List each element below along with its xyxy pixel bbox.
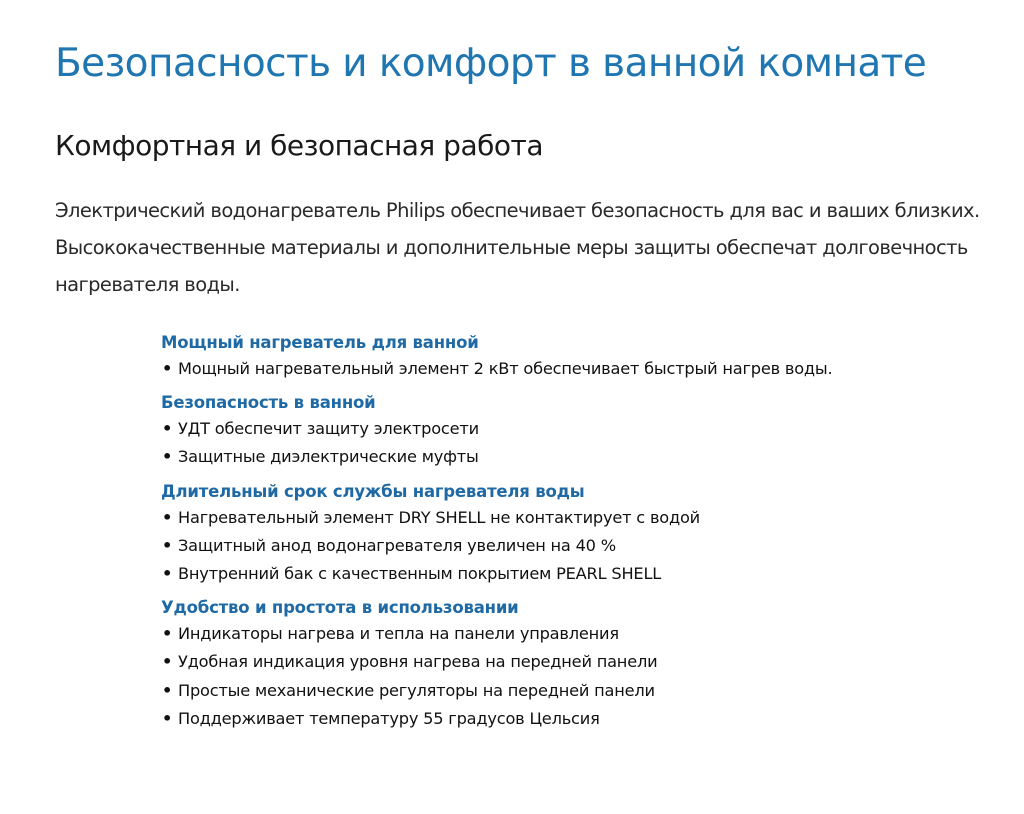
feature-item <box>161 504 981 532</box>
feature-item-text: Удобная индикация уровня нагрева на передней панели <box>178 652 658 672</box>
feature-group-title: Удобство и простота в использовании <box>161 598 519 618</box>
bullet-icon: • <box>162 535 173 555</box>
feature-item-text: Простые механические регуляторы на передней панели <box>178 680 655 700</box>
feature-item <box>161 532 981 560</box>
feature-group-convenience <box>161 595 981 733</box>
bullet-icon: • <box>162 652 173 672</box>
feature-item <box>161 620 981 648</box>
feature-item-text: Внутренний бак с качественным покрытием PEARL SHELL <box>178 564 662 584</box>
feature-group-title: Мощный нагреватель для ванной <box>161 333 479 352</box>
bullet-icon: • <box>162 564 173 584</box>
feature-item <box>161 648 981 676</box>
bullet-icon: • <box>162 507 173 527</box>
feature-item-text: Защитный анод водонагревателя увеличен на 40 % <box>178 535 616 555</box>
feature-group-title: Длительный срок службы нагревателя воды <box>161 481 585 501</box>
bullet-icon: • <box>162 708 173 728</box>
feature-item-text: Поддерживает температуру 55 градусов Цельсия <box>178 708 600 728</box>
feature-items <box>161 415 981 471</box>
feature-group-title: Безопасность в ванной <box>161 393 376 413</box>
bullet-icon: • <box>162 419 173 439</box>
feature-item-text: Мощный нагревательный элемент 2 кВт обеспечивает быстрый нагрев воды. <box>178 359 833 378</box>
feature-item <box>161 560 981 588</box>
feature-items <box>161 504 981 589</box>
feature-item-text: Нагревательный элемент DRY SHELL не контактирует с водой <box>178 507 701 527</box>
feature-group-powerful-heater <box>161 330 981 383</box>
feature-list <box>161 330 981 740</box>
feature-item-text: Защитные диэлектрические муфты <box>178 447 479 467</box>
feature-item <box>161 443 981 471</box>
feature-item <box>161 705 981 733</box>
bullet-icon: • <box>162 447 173 467</box>
feature-items <box>161 355 981 383</box>
feature-item-text: Индикаторы нагрева и тепла на панели управления <box>178 624 619 644</box>
feature-item <box>161 415 981 443</box>
feature-group-longevity <box>161 479 981 589</box>
section-subtitle: Комфортная и безопасная работа <box>55 129 543 162</box>
intro-paragraph: Электрический водонагреватель Philips обеспечивает безопасность для вас и ваших близких. Высококачественные материалы и дополнительные меры защиты обеспечат долговечность нагревателя воды. <box>55 199 980 296</box>
bullet-icon: • <box>162 624 173 644</box>
feature-item-text: УДТ обеспечит защиту электросети <box>178 419 479 439</box>
feature-item <box>161 355 981 383</box>
feature-item <box>161 677 981 705</box>
bullet-icon: • <box>162 680 173 700</box>
bullet-icon: • <box>162 359 173 378</box>
page-title: Безопасность и комфорт в ванной комнате <box>55 41 927 86</box>
feature-items <box>161 620 981 733</box>
feature-group-safety <box>161 390 981 471</box>
